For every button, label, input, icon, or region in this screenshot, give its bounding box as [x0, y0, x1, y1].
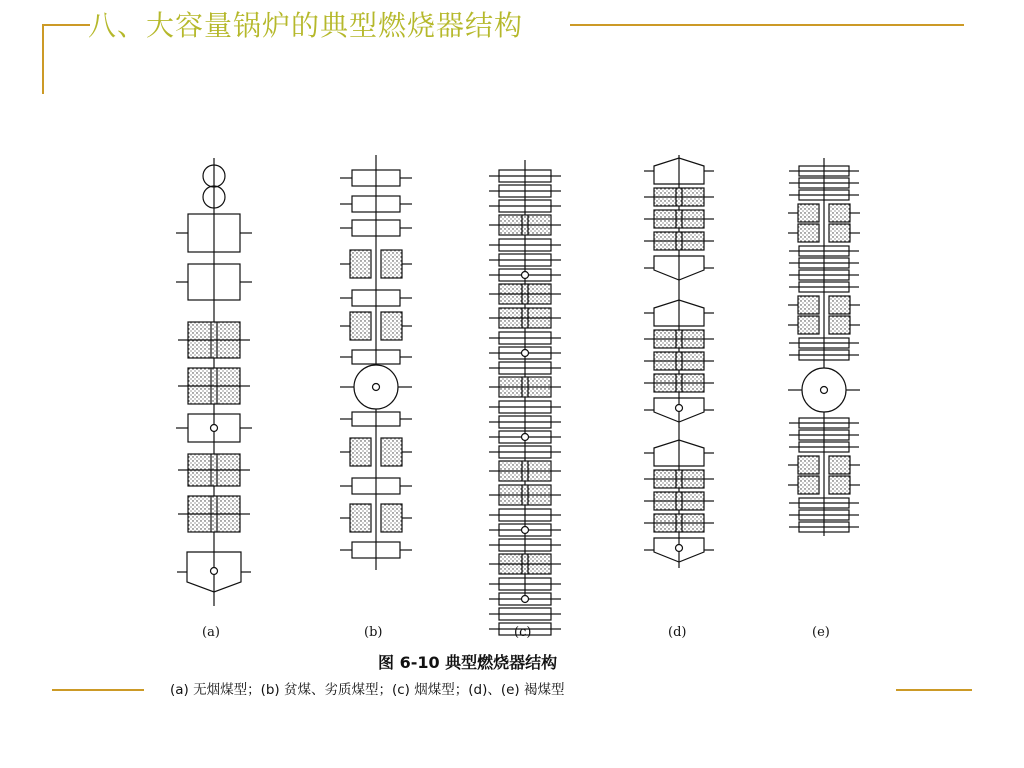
coal-nozzle [381, 250, 402, 278]
coal-nozzle [350, 504, 371, 532]
coal-nozzle [798, 204, 819, 222]
coal-nozzle [829, 296, 850, 314]
coal-nozzle [350, 250, 371, 278]
coal-nozzle [829, 316, 850, 334]
panel-b [340, 155, 412, 570]
slide-title: 八、大容量锅炉的典型燃烧器结构 [88, 9, 524, 42]
coal-nozzle [829, 456, 850, 474]
oil-gun [373, 384, 380, 391]
coal-nozzle [381, 312, 402, 340]
coal-nozzle [798, 456, 819, 474]
coal-nozzle [381, 504, 402, 532]
oil-gun [211, 568, 218, 575]
coal-nozzle [829, 204, 850, 222]
oil-gun [676, 545, 683, 552]
coal-nozzle [798, 476, 819, 494]
coal-nozzle [829, 224, 850, 242]
coal-nozzle [798, 316, 819, 334]
panel-label-c: (c) [514, 625, 532, 640]
panel-label-e: (e) [812, 625, 830, 640]
panel-label-a: (a) [202, 625, 220, 640]
figure-caption-text: (a) 无烟煤型；(b) 贫煤、劣质煤型；(c) 烟煤型；(d)、(e) 褐煤型 [170, 682, 565, 698]
panel-e [788, 158, 860, 536]
panel-a [176, 158, 252, 606]
oil-gun [522, 350, 529, 357]
coal-nozzle [381, 438, 402, 466]
oil-gun [821, 387, 828, 394]
oil-gun [522, 596, 529, 603]
oil-gun [211, 425, 218, 432]
oil-gun [522, 434, 529, 441]
oil-gun [522, 272, 529, 279]
panel-c [489, 160, 561, 635]
oil-gun [676, 405, 683, 412]
panel-d [644, 155, 714, 568]
panel-label-b: (b) [364, 625, 383, 640]
coal-nozzle [798, 224, 819, 242]
coal-nozzle [798, 296, 819, 314]
figure-caption-title: 图 6-10 典型燃烧器结构 [378, 653, 558, 672]
panel-label-d: (d) [668, 625, 687, 640]
coal-nozzle [350, 312, 371, 340]
coal-nozzle [350, 438, 371, 466]
oil-gun [522, 527, 529, 534]
coal-nozzle [829, 476, 850, 494]
